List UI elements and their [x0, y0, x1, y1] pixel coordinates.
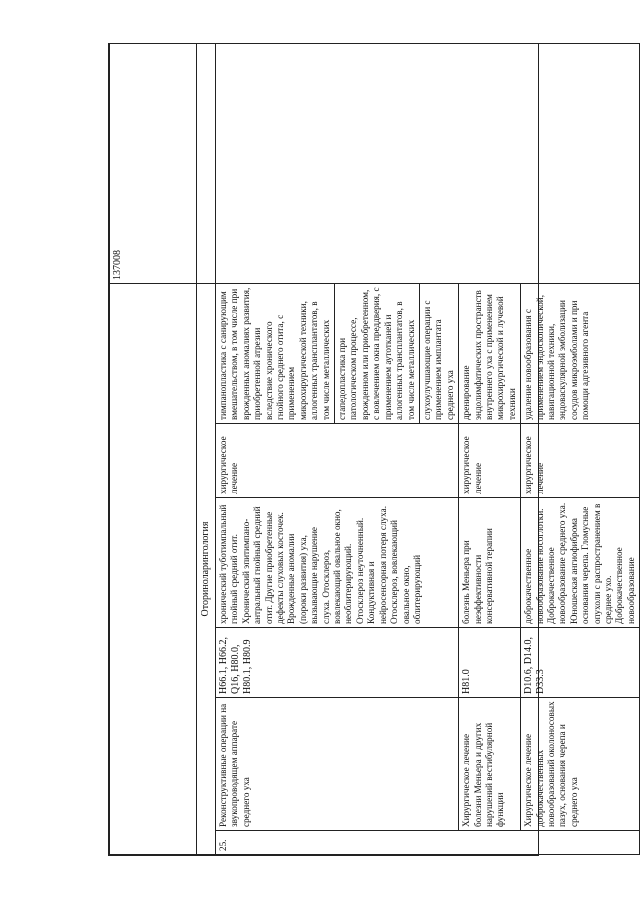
table-row: [216, 43, 335, 854]
service-name: Хирургическое лечение болезни Меньера и других нарушений вестибулярной функции: [459, 698, 521, 831]
method: удаление новообразования с применением эндоскопической, навигационной техники, эндоваскулярной эмболизации сосудов микроэмболами и при помощи адгезивного агента: [521, 283, 640, 423]
icd-codes: D10.6, D14.0, D33.3: [521, 628, 640, 698]
method: стапедопластика при патологическом процессе, врожденном или приобретенном, с вовлечением окна преддверия, с применением аутотканей и аллогенных трансплантатов, в том числе металлических: [335, 283, 420, 423]
treatment-type: хирургическое лечение: [521, 424, 640, 498]
fee-cell: 137008: [110, 43, 197, 283]
icd-codes: H66.1, H66.2, Q16, H80.0, H80.1, H80.9: [216, 628, 459, 698]
treatment-type: хирургическое лечение: [459, 424, 521, 498]
section-title: Оториноларингология: [197, 283, 216, 854]
method: слухоулучшающие операции с применением имплантата среднего уха: [419, 283, 458, 423]
blank-header-cell: [110, 283, 197, 854]
landscape-table-sheet: [108, 43, 636, 856]
section-row: [197, 43, 216, 854]
icd-codes: H81.0: [459, 628, 521, 698]
section-fee-blank: [197, 43, 216, 283]
diagnosis: хронический туботимпальный гнойный средний отит. Хронический эпитимпано-антральный гнойный средний отит. Другие приобретенные дефекты слуховых косточек. Врожденные аномалии (пороки развития) уха, вызывающие нарушение слуха. Отосклероз, вовлекающий овальное окно, необлитерирующий. Отосклероз неуточненный. Кондуктивная и нейросенсорная потеря слуха. Отосклероз, вовлекающий овальное окно, облитерирующий: [216, 498, 459, 628]
diagnosis: доброкачественное новообразование носоглотки. Доброкачественное новообразование среднего уха. Юношеская ангиофиброма основания черепа. Гломусные опухоли с распространением в среднее ухо. Доброкачественное новообразование: [521, 498, 640, 628]
method: тимпанопластика с санирующим вмешательством, в том числе при врожденных аномалиях развития, приобретенной атрезии вследствие хронического гнойного среднего отита, с применением микрохирургической техники, аллогенных трансплантатов, в том числе металлических: [216, 283, 335, 423]
treatment-type: хирургическое лечение: [216, 424, 459, 498]
procedures-table: [109, 43, 640, 855]
diagnosis: болезнь Меньера при неэффективности консервативной терапии: [459, 498, 521, 628]
header-fee-row: [110, 43, 197, 854]
fee-column-blank: [216, 43, 640, 283]
service-name: Хирургическое лечение доброкачественных новообразований околоносовых пазух, основания черепа и среднего уха: [521, 698, 640, 831]
method: дренирование эндолимфатических пространств внутреннего уха с применением микрохирургической и лучевой техники: [459, 283, 521, 423]
row-number: 25.: [216, 831, 640, 855]
service-name: Реконструктивные операции на звукопроводящем аппарате среднего уха: [216, 698, 459, 831]
